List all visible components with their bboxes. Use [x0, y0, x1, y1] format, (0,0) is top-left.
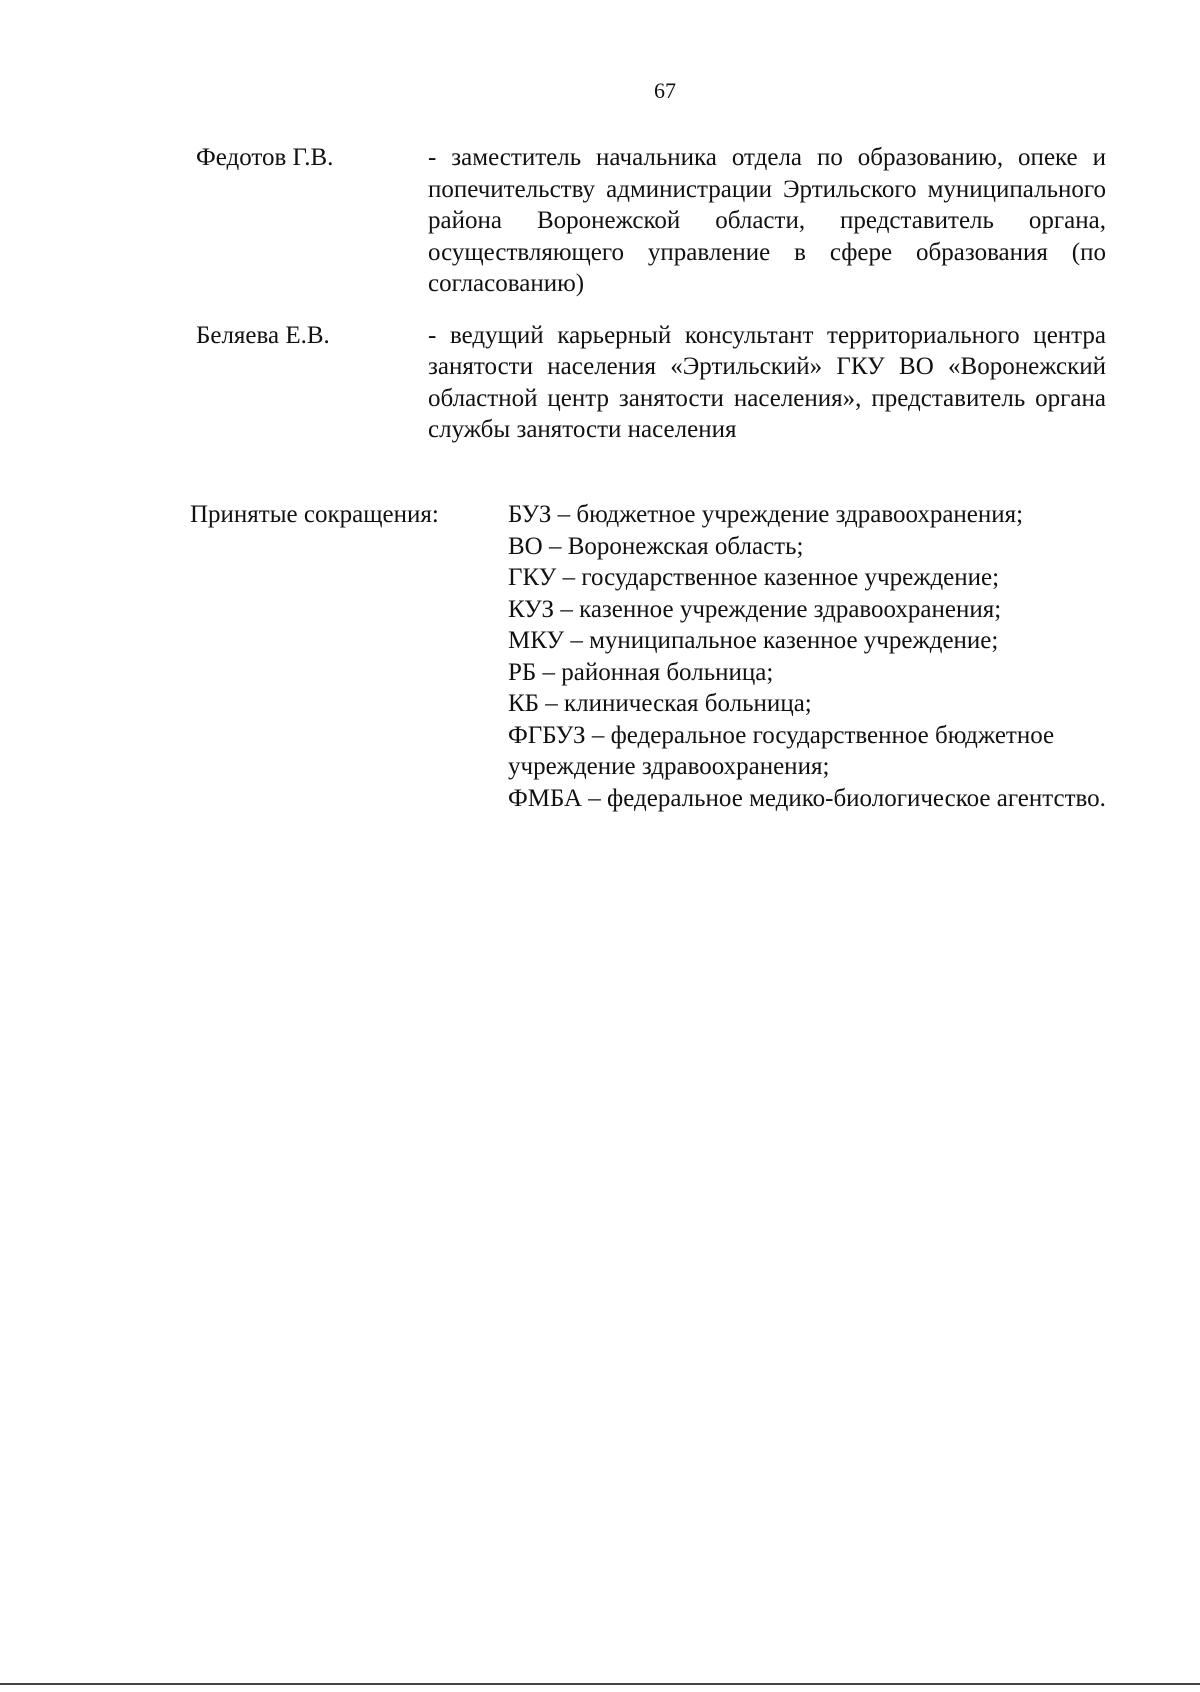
page-bottom-rule — [0, 1683, 1200, 1685]
abbreviation-item: БУЗ – бюджетное учреждение здравоохранения; — [508, 501, 1024, 528]
abbreviation-item: КУЗ – казенное учреждение здравоохранения; — [508, 595, 1002, 623]
abbreviation-item: ГКУ – государственное казенное учреждение; — [508, 564, 1000, 591]
member-name: Беляева Е.В. — [196, 321, 330, 349]
member-entry — [196, 142, 1106, 300]
abbreviation-item: ФМБА – федеральное медико-биологическое агентство. — [508, 784, 1106, 812]
abbreviations-list — [508, 499, 1168, 814]
member-name: Федотов Г.В. — [196, 144, 334, 171]
member-role: - заместитель начальника отдела по образованию, опеке и попечительству администрации Эртильского муниципального района Воронежской области, представитель органа, осуществляющего управление в сфере образования (по согласованию) — [428, 144, 1106, 297]
abbreviation-item: ВО – Воронежская область; — [508, 532, 804, 560]
member-role: - ведущий карьерный консультант территориального центра занятости населения «Эртильский» ГКУ ВО «Воронежский областной центр занятости населения», представитель органа службы занятости населения — [428, 321, 1106, 443]
member-entry — [196, 320, 1106, 446]
abbreviation-item: МКУ – муниципальное казенное учреждение; — [508, 627, 999, 654]
abbreviation-item: КБ – клиническая больница; — [508, 690, 812, 717]
abbreviations-label: Принятые сокращения: — [190, 501, 439, 528]
abbreviations-section — [190, 499, 1190, 814]
page-number: 67 — [654, 78, 676, 103]
abbreviation-item: ФГБУЗ – федеральное государственное бюджетное учреждение здравоохранения; — [508, 721, 1055, 780]
commission-members-list — [196, 142, 1106, 466]
abbreviation-item: РБ – районная больница; — [508, 658, 774, 686]
